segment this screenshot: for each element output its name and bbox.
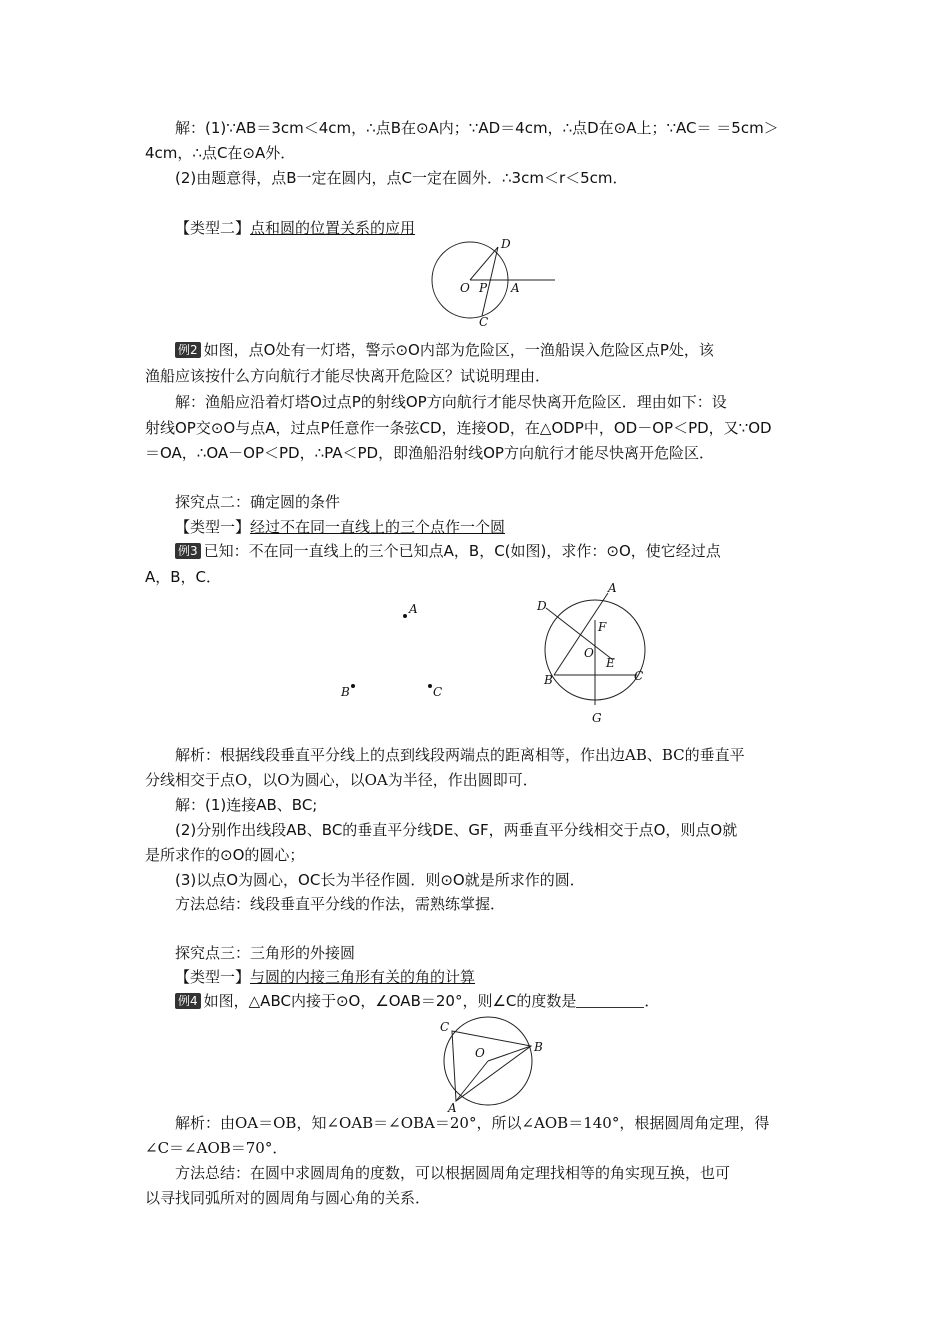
fig2-point-c (428, 684, 432, 688)
ex4-method-line2: 以寻找同弧所对的圆周角与圆心角的关系． (145, 1189, 431, 1207)
fig3-label-e: E (606, 656, 615, 670)
ex3-solution-line3: 是所求作的⊙O的圆心； (145, 846, 305, 864)
ex2-text1: 如图，点O处有一灯塔，警示⊙O内部为危险区，一渔船误入危险区点P处，该 (203, 341, 714, 359)
ex4-badge: 例4 (175, 993, 201, 1009)
fig2-point-a (403, 614, 407, 618)
figure-1 (420, 235, 560, 330)
fig2-label-a: A (409, 602, 418, 616)
ex1-solution-line1: 解：(1)∵AB＝3cm＜4cm，∴点B在⊙A内；∵AD＝4cm，∴点D在⊙A上；∵AC＝ ＝5cm＞ (175, 119, 779, 137)
ex3-badge: 例3 (175, 543, 201, 559)
ex3-solution-line4: (3)以点O为圆心，OC长为半径作圆．则⊙O就是所求作的圆． (175, 871, 585, 889)
ex4-end: ． (644, 992, 660, 1010)
fig3-segment-ab (554, 593, 608, 675)
section2-type-heading (175, 517, 505, 537)
fig4-segment-ob (488, 1046, 531, 1061)
fig1-label-d: D (501, 237, 511, 251)
figure-3 (530, 580, 655, 730)
ex2-solution3: ＝OA，∴OA－OP＜PD，∴PA＜PD，即渔船沿射线OP方向航行才能尽快离开危险区． (145, 444, 714, 462)
fig1-label-p: P (479, 281, 488, 295)
ex2-solution2: 射线OP交⊙O与点A，过点P任意作一条弦CD，连接OD，在△ODP中，OD－OP＜PD，又∵OD (145, 419, 772, 437)
ex3-method-summary: 方法总结：线段垂直平分线的作法，需熟练掌握． (175, 895, 506, 913)
fig4-label-c: C (440, 1020, 450, 1034)
figure-2 (330, 595, 450, 705)
ex3-solution-line2: (2)分别作出线段AB、BC的垂直平分线DE、GF，两垂直平分线相交于点O，则点O就 (175, 821, 738, 839)
ex4-answer-blank (576, 993, 644, 1008)
ex3-line2: A，B，C． (145, 568, 222, 586)
fig3-bisector-de (546, 608, 613, 660)
section2-title: 探究点二：确定圆的条件 (175, 493, 341, 511)
ex3-analysis-line1: 解析：根据线段垂直平分线上的点到线段两端点的距离相等，作出边AB、BC的垂直平 (175, 746, 745, 764)
section3-type-title: 与圆的内接三角形有关的角的计算 (250, 968, 476, 986)
ex4-method-line1: 方法总结：在圆中求圆周角的度数，可以根据圆周角定理找相等的角实现互换，也可 (175, 1164, 731, 1182)
fig3-label-b: B (544, 673, 553, 687)
fig1-label-o: O (460, 281, 470, 295)
section2-type-title: 经过不在同一直线上的三个点作一个圆 (250, 518, 506, 536)
fig3-label-o: O (584, 646, 594, 660)
ex2-solution1: 解：渔船应沿着灯塔O过点P的射线OP方向航行才能尽快离开危险区．理由如下：设 (175, 393, 727, 411)
ex1-solution-line3: (2)由题意得，点B一定在圆内，点C一定在圆外．∴3cm＜r＜5cm． (175, 169, 628, 187)
fig1-label-a: A (511, 281, 520, 295)
ex4-analysis-line2: ∠C＝∠AOB＝70°． (145, 1139, 288, 1157)
section3-title: 探究点三：三角形的外接圆 (175, 944, 356, 962)
ex2-line1 (175, 340, 714, 360)
fig1-label-c: C (479, 315, 489, 329)
ex4-line (175, 991, 659, 1011)
ex2-badge: 例2 (175, 342, 201, 358)
ex3-text1: 已知：不在同一直线上的三个已知点A，B，C(如图)，求作：⊙O，使它经过点 (203, 542, 721, 560)
fig3-label-a: A (608, 581, 617, 595)
fig3-label-f: F (598, 620, 607, 634)
fig4-label-o: O (475, 1046, 485, 1060)
fig3-label-d: D (537, 599, 547, 613)
section3-bracket: 【类型一】 (175, 968, 251, 986)
section3-type-heading (175, 967, 475, 987)
type2-title: 点和圆的位置关系的应用 (250, 219, 416, 237)
fig3-label-g: G (592, 711, 602, 725)
fig2-label-b: B (341, 685, 350, 699)
ex1-solution-line2: 4cm，∴点C在⊙A外． (145, 144, 296, 162)
ex4-analysis-line1: 解析：由OA＝OB，知∠OAB＝∠OBA＝20°，所以∠AOB＝140°，根据圆周角定理，得 (175, 1114, 770, 1132)
fig2-point-b (351, 684, 355, 688)
section2-bracket: 【类型一】 (175, 518, 251, 536)
ex4-text: 如图，△ABC内接于⊙O，∠OAB＝20°，则∠C的度数是 (203, 992, 577, 1010)
ex3-line1 (175, 541, 721, 561)
fig4-label-b: B (534, 1040, 543, 1054)
ex3-solution-line1: 解：(1)连接AB、BC; (175, 796, 318, 814)
figure-4 (430, 1015, 550, 1115)
type2-heading (175, 218, 415, 238)
type2-bracket: 【类型二】 (175, 219, 251, 237)
fig2-label-c: C (433, 685, 443, 699)
fig4-label-a: A (448, 1101, 457, 1115)
ex2-line2: 渔船应该按什么方向航行才能尽快离开危险区？试说明理由． (145, 367, 551, 385)
fig3-label-c: C (634, 669, 644, 683)
ex3-analysis-line2: 分线相交于点O，以O为圆心，以OA为半径，作出圆即可． (145, 771, 538, 789)
